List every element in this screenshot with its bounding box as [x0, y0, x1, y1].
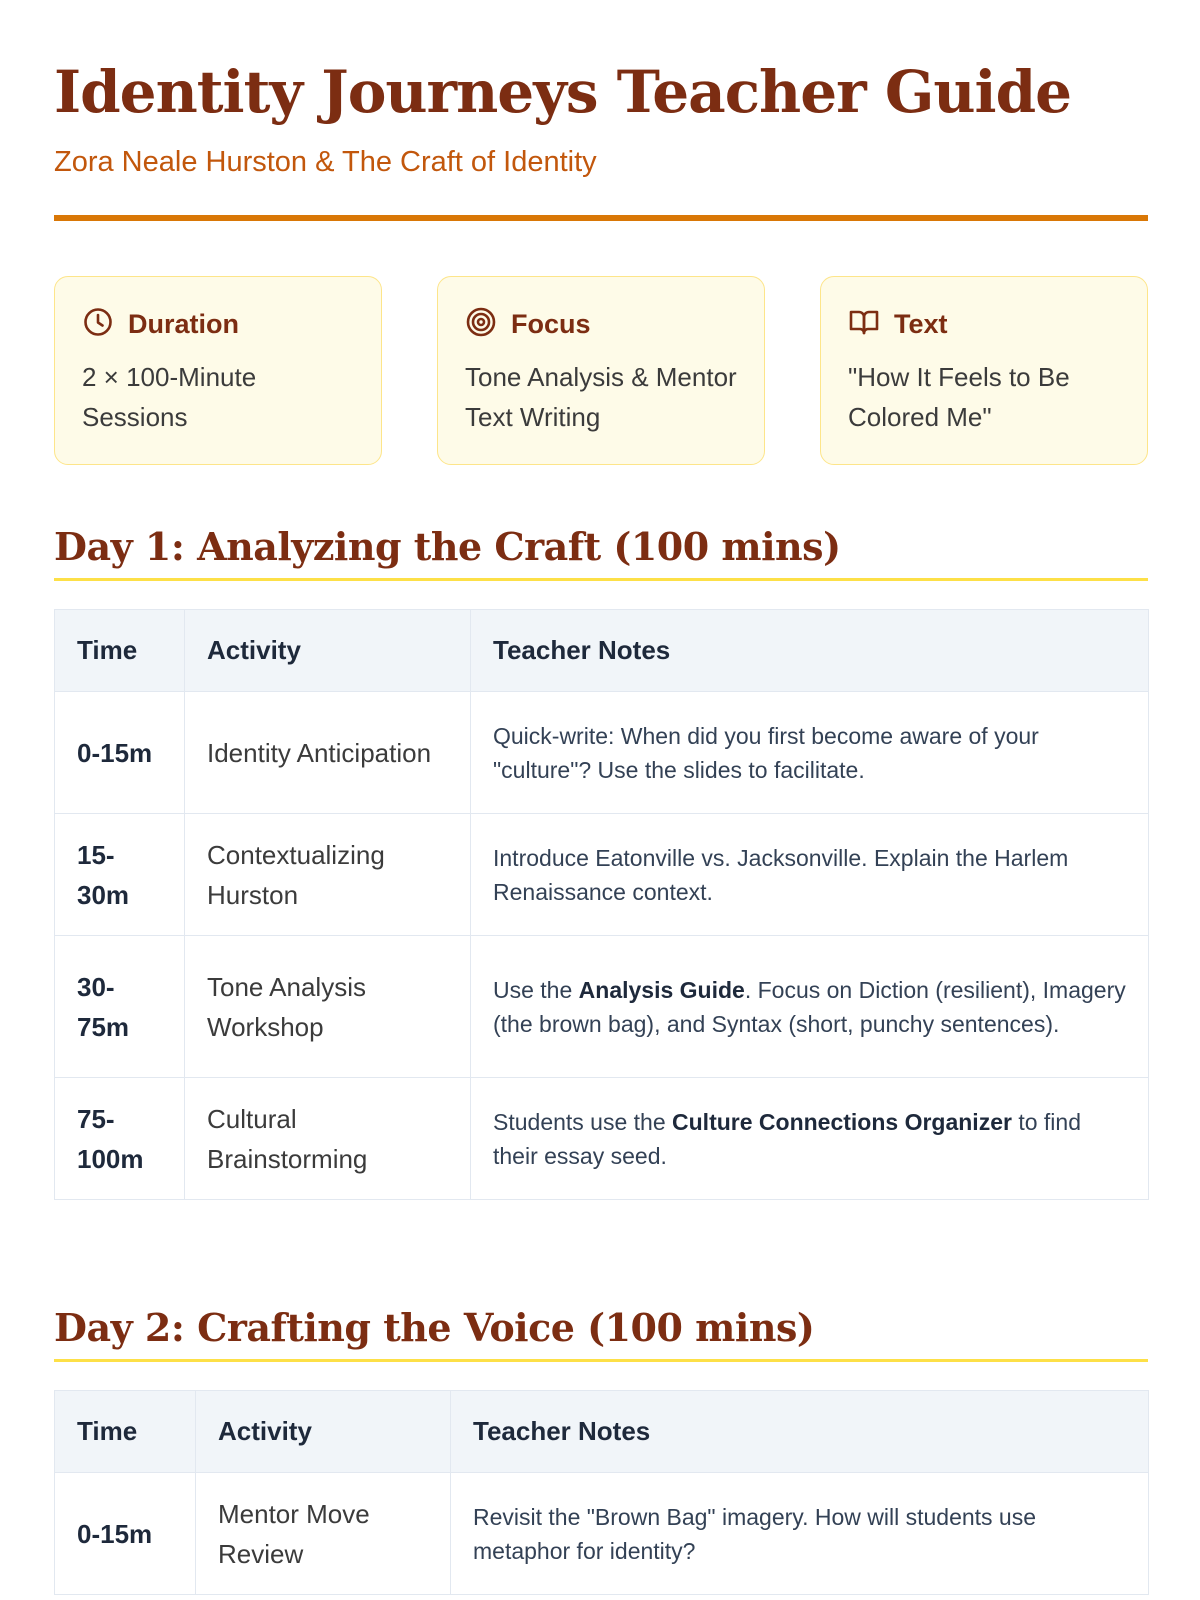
resource-name: Analysis Guide: [578, 976, 745, 1003]
note-text: Use the: [493, 976, 579, 1003]
note-text: Quick-write: When did you first become aware of your "culture"? Use the slides to facilitate.: [493, 722, 1039, 783]
time-cell: 0-15m: [55, 692, 185, 814]
table-row: [55, 1078, 1149, 1200]
activity-cell: Mentor Move Review: [196, 1473, 451, 1595]
header-divider: [54, 215, 1148, 221]
resource-name: Culture Connections Organizer: [672, 1108, 1012, 1135]
section-divider: [54, 578, 1148, 581]
time-cell: 75-100m: [55, 1078, 185, 1200]
book-open-icon: [848, 306, 880, 343]
notes-cell: [471, 814, 1149, 936]
card-title: Text: [894, 308, 948, 339]
time-cell: 30-75m: [55, 936, 185, 1078]
section-title: Day 1: Analyzing the Craft (100 mins): [54, 524, 841, 569]
notes-cell: [451, 1473, 1149, 1595]
table-row: [55, 1473, 1149, 1595]
section-divider: [54, 1359, 1148, 1362]
activity-cell: Tone Analysis Workshop: [185, 936, 471, 1078]
note-text: Revisit the "Brown Bag" imagery. How will students use metaphor for identity?: [473, 1503, 1037, 1564]
activity-column-header: Activity: [196, 1391, 451, 1473]
card-value: 2 × 100-Minute Sessions: [82, 362, 257, 432]
notes-column-header: Teacher Notes: [451, 1391, 1149, 1473]
day-2-section: [54, 1303, 1148, 1595]
section-title: Day 2: Crafting the Voice (100 mins): [54, 1305, 815, 1350]
schedule-table: [54, 1390, 1149, 1595]
notes-column-header: Teacher Notes: [471, 610, 1149, 692]
activity-cell: Identity Anticipation: [185, 692, 471, 814]
note-text: to find their essay seed.: [493, 1108, 1081, 1169]
day-1-section: [54, 522, 1148, 1200]
note-text: . Focus on Diction (resilient), Imagery (the brown bag), and Syntax (short, punchy sentences).: [493, 976, 1126, 1037]
time-cell: 0-15m: [55, 1473, 196, 1595]
card-title: Focus: [511, 308, 591, 339]
table-header-row: [55, 610, 1149, 692]
duration-card: [54, 276, 382, 465]
target-icon: [465, 306, 497, 343]
activity-column-header: Activity: [185, 610, 471, 692]
table-row: [55, 692, 1149, 814]
table-row: [55, 936, 1149, 1078]
note-text: Students use the: [493, 1108, 673, 1135]
focus-card: [437, 276, 765, 465]
card-value: "How It Feels to Be Colored Me": [848, 362, 1070, 432]
activity-cell: Cultural Brainstorming: [185, 1078, 471, 1200]
time-column-header: Time: [55, 610, 185, 692]
card-title: Duration: [128, 308, 239, 339]
note-text: Introduce Eatonville vs. Jacksonville. Explain the Harlem Renaissance context.: [493, 844, 1069, 905]
page-subtitle: Zora Neale Hurston & The Craft of Identity: [54, 146, 597, 178]
table-row: [55, 814, 1149, 936]
notes-cell: [471, 692, 1149, 814]
text-card: [820, 276, 1148, 465]
time-column-header: Time: [55, 1391, 196, 1473]
card-value: Tone Analysis & Mentor Text Writing: [465, 362, 737, 432]
schedule-table: [54, 609, 1149, 1200]
notes-cell: [471, 1078, 1149, 1200]
table-header-row: [55, 1391, 1149, 1473]
time-cell: 15-30m: [55, 814, 185, 936]
overview-cards: [54, 276, 1148, 465]
activity-cell: Contextualizing Hurston: [185, 814, 471, 936]
notes-cell: [471, 936, 1149, 1078]
clock-icon: [82, 306, 114, 343]
page-title: Identity Journeys Teacher Guide: [54, 58, 1072, 126]
